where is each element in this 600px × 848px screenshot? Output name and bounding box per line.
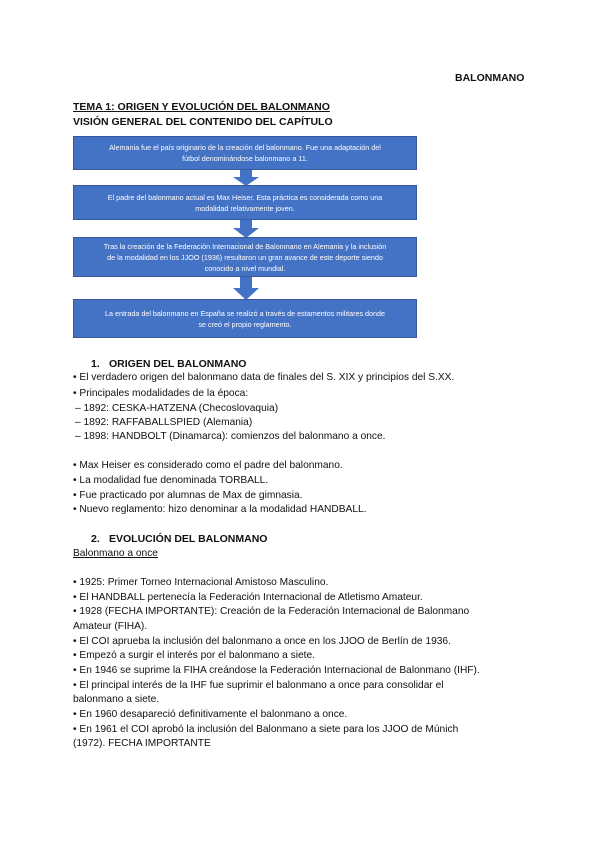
- subsection-title: Balonmano a once: [73, 548, 158, 559]
- flow-box-4: [73, 299, 417, 338]
- flow-box-text: modalidad relativamente joven.: [195, 203, 295, 213]
- list-item: • La modalidad fue denominada TORBALL.: [73, 475, 269, 486]
- list-item: • El principal interés de la IHF fue suprimir el balonmano a once para consolidar el: [73, 680, 444, 691]
- list-item: • 1928 (FECHA IMPORTANTE): Creación de la Federación Internacional de Balonmano: [73, 606, 470, 617]
- flow-box-text: de la modalidad en los JJOO (1936) resultaron un gran avance de este deporte siendo: [107, 252, 383, 262]
- document-header: BALONMANO: [455, 72, 525, 84]
- list-item: • 1925: Primer Torneo Internacional Amistoso Masculino.: [73, 577, 329, 588]
- list-item: • En 1960 desapareció definitivamente el balonmano a once.: [73, 709, 348, 720]
- flow-box-text: Tras la creación de la Federación Internacional de Balonmano en Alemania y la inclusión: [103, 241, 387, 251]
- down-arrow-icon: [231, 277, 261, 300]
- list-item: • Nuevo reglamento: hizo denominar a la modalidad HANDBALL.: [73, 504, 367, 515]
- chapter-subtitle: VISIÓN GENERAL DEL CONTENIDO DEL CAPÍTULO: [73, 116, 333, 128]
- flow-box-text: El padre del balonmano actual es Max Heiser. Esta práctica es considerada como una: [107, 192, 383, 202]
- down-arrow-icon: [231, 170, 261, 186]
- list-item: • Principales modalidades de la época:: [73, 388, 249, 399]
- list-item: – 1892: CESKA-HATZENA (Checoslovaquia): [75, 403, 279, 414]
- list-item: • El HANDBALL pertenecía la Federación Internacional de Atletismo Amateur.: [73, 592, 423, 603]
- list-item: – 1898: HANDBOLT (Dinamarca): comienzos del balonmano a once.: [75, 431, 386, 442]
- section-title: EVOLUCIÓN DEL BALONMANO: [109, 533, 268, 545]
- flow-box-3: [73, 237, 417, 277]
- flow-box-text: conocido a nivel mundial.: [204, 263, 286, 273]
- section-1-heading: [91, 358, 246, 370]
- list-item: • En 1961 el COI aprobó la inclusión del Balonmano a siete para los JJOO de Múnich: [73, 724, 459, 735]
- flow-box-text: se creó el propio reglamento.: [198, 319, 292, 329]
- flow-box-text: Alemania fue el país originario de la creación del balonmano. Fue una adaptación del: [109, 143, 381, 152]
- chapter-title: TEMA 1: ORIGEN Y EVOLUCIÓN DEL BALONMANO: [73, 101, 330, 113]
- list-item: (1972). FECHA IMPORTANTE: [73, 738, 211, 749]
- flow-box-text: La entrada del balonmano en España se realizó a través de estamentos militares donde: [104, 308, 386, 318]
- down-arrow-icon: [231, 220, 261, 238]
- section-title: ORIGEN DEL BALONMANO: [109, 358, 247, 370]
- list-item: – 1892: RAFFABALLSPIED (Alemania): [75, 417, 253, 428]
- section-number: 2.: [91, 533, 100, 545]
- list-item: • Max Heiser es considerado como el padre del balonmano.: [73, 460, 343, 471]
- list-item: balonmano a siete.: [73, 694, 160, 705]
- flow-box-2: [73, 185, 417, 220]
- flow-box-text: fútbol denominándose balonmano a 11.: [182, 154, 308, 163]
- list-item: • En 1946 se suprime la FIHA creándose la Federación Internacional de Balonmano (IHF).: [73, 665, 480, 676]
- list-item: Amateur (FIHA).: [73, 621, 148, 632]
- list-item: • Fue practicado por alumnas de Max de gimnasia.: [73, 490, 303, 501]
- flow-box-1: [73, 136, 417, 170]
- list-item: • Empezó a surgir el interés por el balonmano a siete.: [73, 650, 315, 661]
- list-item: • El COI aprueba la inclusión del balonmano a once en los JJOO de Berlín de 1936.: [73, 636, 451, 647]
- section-number: 1.: [91, 358, 100, 370]
- list-item: • El verdadero origen del balonmano data de finales del S. XIX y principios del S.XX.: [73, 372, 455, 383]
- section-2-heading: [91, 533, 267, 545]
